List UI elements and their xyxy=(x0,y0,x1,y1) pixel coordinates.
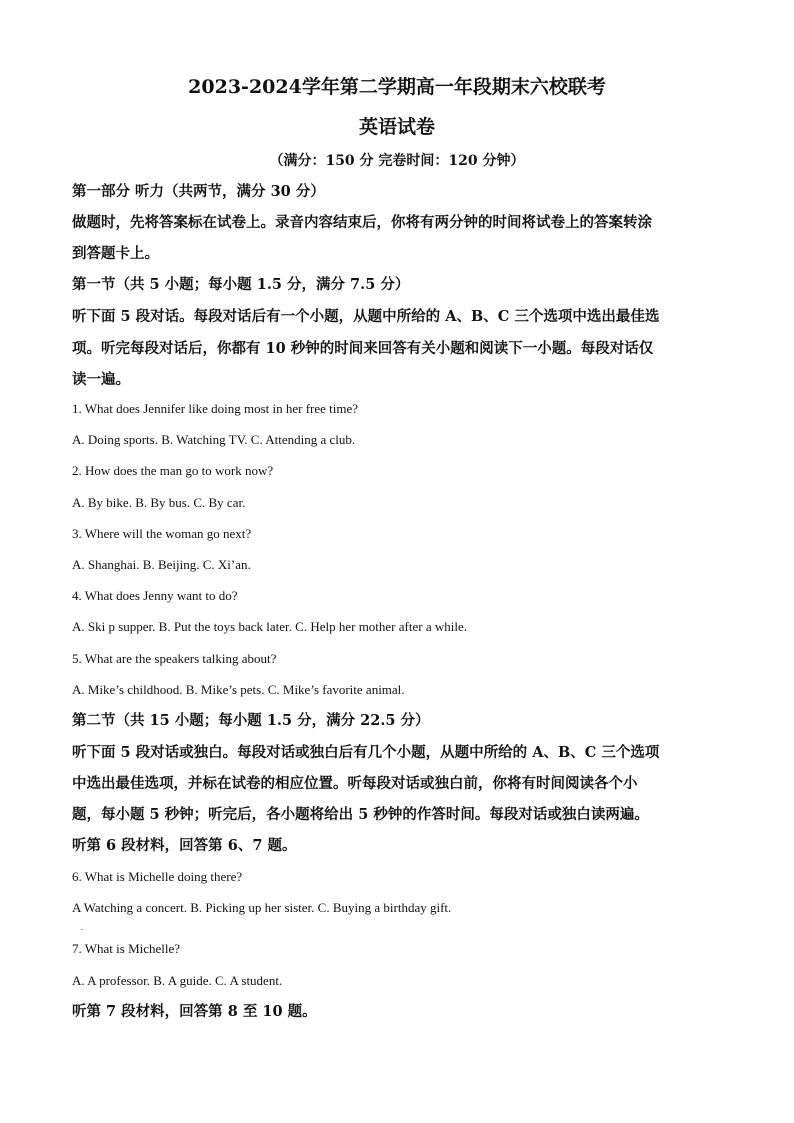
part1-instruction-2: 到答题卡上。 xyxy=(72,245,159,262)
part1-heading: 第一部分 听力（共两节，满分 30 分） xyxy=(72,183,325,200)
material-7-heading: 听第 7 段材料，回答第 8 至 10 题。 xyxy=(72,1003,317,1020)
section2-instruction-3: 题，每小题 5 秒钟；听完后，各小题将给出 5 秒钟的作答时间。每段对话或独白读两遍。 xyxy=(72,806,649,823)
options-7: A. A professor. B. A guide. C. A student. xyxy=(72,973,283,988)
options-5: A. Mike’s childhood. B. Mike’s pets. C. Mike’s favorite animal. xyxy=(72,682,405,697)
section2-instruction-1: 听下面 5 段对话或独白。每段对话或独白后有几个小题，从题中所给的 A、B、C 三个选项 xyxy=(72,744,660,761)
stray-mark: . xyxy=(81,923,83,932)
question-4: 4. What does Jenny want to do? xyxy=(72,588,238,603)
section1-instruction-3: 读一遍。 xyxy=(72,371,130,388)
options-6: A Watching a concert. B. Picking up her sister. C. Buying a birthday gift. xyxy=(72,900,452,915)
options-3: A. Shanghai. B. Beijing. C. Xi’an. xyxy=(72,557,251,572)
question-2: 2. How does the man go to work now? xyxy=(72,463,274,478)
question-7: 7. What is Michelle? xyxy=(72,941,181,956)
part1-instruction-1: 做题时，先将答案标在试卷上。录音内容结束后，你将有两分钟的时间将试卷上的答案转涂 xyxy=(72,214,652,231)
section1-instruction-2: 项。听完每段对话后，你都有 10 秒钟的时间来回答有关小题和阅读下一小题。每段对话仅 xyxy=(72,340,654,357)
question-5: 5. What are the speakers talking about? xyxy=(72,651,277,666)
section2-instruction-2: 中选出最佳选项，并标在试卷的相应位置。听每段对话或独白前，你将有时间阅读各个小 xyxy=(72,775,638,792)
question-3: 3. Where will the woman go next? xyxy=(72,526,252,541)
options-4: A. Ski p supper. B. Put the toys back later. C. Help her mother after a while. xyxy=(72,619,467,634)
material-6-heading: 听第 6 段材料，回答第 6、7 题。 xyxy=(72,837,297,854)
options-2: A. By bike. B. By bus. C. By car. xyxy=(72,495,246,510)
section1-heading: 第一节（共 5 小题；每小题 1.5 分，满分 7.5 分） xyxy=(72,276,410,293)
subject-title: 英语试卷 xyxy=(358,116,435,138)
options-1: A. Doing sports. B. Watching TV. C. Attending a club. xyxy=(72,432,356,447)
question-1: 1. What does Jennifer like doing most in her free time? xyxy=(72,401,359,416)
section2-heading: 第二节（共 15 小题；每小题 1.5 分，满分 22.5 分） xyxy=(72,712,430,729)
question-6: 6. What is Michelle doing there? xyxy=(72,869,243,884)
section1-instruction-1: 听下面 5 段对话。每段对话后有一个小题，从题中所给的 A、B、C 三个选项中选出最佳选 xyxy=(72,308,660,325)
exam-title: 2023-2024学年第二学期高一年段期末六校联考 xyxy=(188,76,606,98)
exam-info: （满分：150 分 完卷时间：120 分钟） xyxy=(269,153,525,169)
